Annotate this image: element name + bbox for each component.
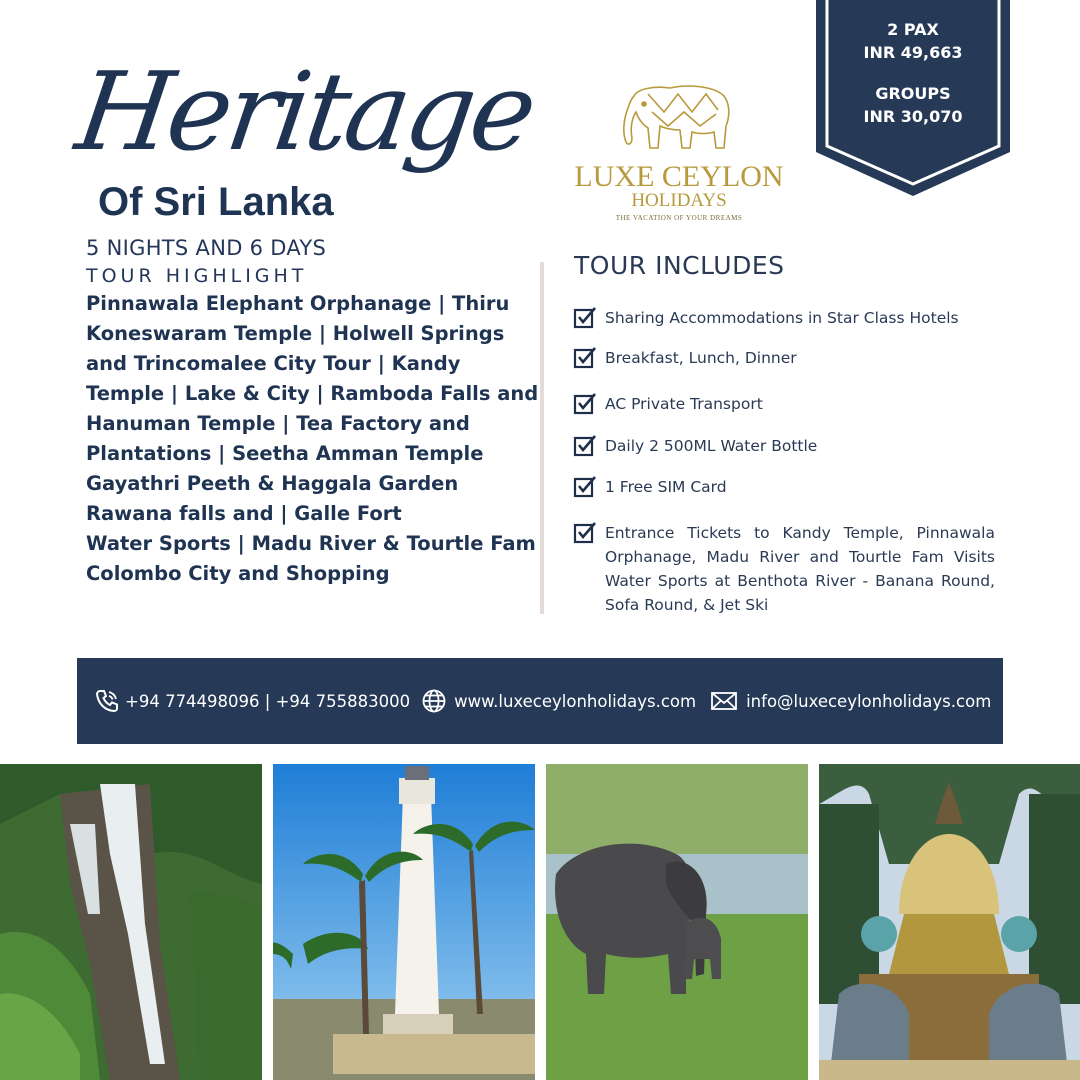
highlight-line: Pinnawala Elephant Orphanage | Thiru bbox=[86, 292, 510, 315]
include-item bbox=[573, 521, 1003, 617]
temple-photo bbox=[819, 764, 1080, 1080]
include-text: Daily 2 500ML Water Bottle bbox=[605, 437, 818, 455]
checkbox-icon bbox=[573, 345, 597, 369]
checkbox-icon bbox=[573, 474, 597, 498]
email-icon bbox=[710, 687, 738, 715]
includes-title: TOUR INCLUDES bbox=[574, 251, 785, 280]
highlight-line: Gayathri Peeth & Haggala Garden bbox=[86, 472, 459, 495]
phone-icon bbox=[93, 687, 121, 715]
waterfall-photo bbox=[0, 764, 262, 1080]
include-text: AC Private Transport bbox=[605, 395, 763, 413]
include-text: Entrance Tickets to Kandy Temple, Pinnawala Orphanage, Madu River and Tourtle Fam Visits Water Sports at Benthota River - Banana Round, Sofa Round, & Jet Ski bbox=[605, 524, 995, 614]
lighthouse-photo bbox=[273, 764, 535, 1080]
elephants-photo bbox=[546, 764, 808, 1080]
logo-subtitle: HOLIDAYS bbox=[631, 190, 727, 211]
group-price: INR 30,070 bbox=[863, 107, 963, 126]
include-item bbox=[573, 475, 1003, 499]
highlight-line: Rawana falls and | Galle Fort bbox=[86, 502, 402, 525]
column-divider bbox=[540, 262, 544, 614]
checkbox-icon bbox=[573, 520, 597, 544]
highlight-line: Koneswaram Temple | Holwell Springs bbox=[86, 322, 505, 345]
elephant-icon bbox=[568, 82, 790, 162]
pax-label: 2 PAX bbox=[887, 20, 939, 39]
highlight-line: Water Sports | Madu River & Tourtle Fam bbox=[86, 532, 536, 555]
pax-price: INR 49,663 bbox=[863, 43, 963, 62]
include-text: Breakfast, Lunch, Dinner bbox=[605, 349, 797, 367]
include-item bbox=[573, 346, 1003, 370]
include-text: 1 Free SIM Card bbox=[605, 478, 727, 496]
title-script: Heritage bbox=[69, 50, 540, 175]
title-subtitle: Of Sri Lanka bbox=[98, 180, 334, 224]
brand-logo bbox=[568, 82, 790, 227]
checkbox-icon bbox=[573, 433, 597, 457]
logo-name: LUXE CEYLON bbox=[574, 160, 784, 193]
price-text bbox=[816, 18, 1010, 128]
highlights-list bbox=[86, 289, 538, 589]
highlight-heading: TOUR HIGHLIGHT bbox=[86, 265, 308, 287]
group-label: GROUPS bbox=[875, 84, 951, 103]
highlight-line: and Trincomalee City Tour | Kandy bbox=[86, 352, 461, 375]
email-link[interactable]: info@luxeceylonholidays.com bbox=[746, 691, 992, 711]
logo-tagline: THE VACATION OF YOUR DREAMS bbox=[615, 214, 743, 222]
highlight-line: Temple | Lake & City | Ramboda Falls and bbox=[86, 382, 539, 405]
include-item bbox=[573, 434, 1003, 458]
highlight-line: Plantations | Seetha Amman Temple bbox=[86, 442, 484, 465]
include-text: Sharing Accommodations in Star Class Hotels bbox=[605, 309, 959, 327]
contact-bar bbox=[77, 658, 1003, 744]
include-item bbox=[573, 392, 1003, 416]
include-item bbox=[573, 306, 1003, 330]
phone-numbers[interactable]: +94 774498096 | +94 755883000 bbox=[125, 691, 411, 711]
highlight-line: Hanuman Temple | Tea Factory and bbox=[86, 412, 470, 435]
highlight-line: Colombo City and Shopping bbox=[86, 562, 390, 585]
checkbox-icon bbox=[573, 305, 597, 329]
globe-icon bbox=[420, 687, 448, 715]
website-link[interactable]: www.luxeceylonholidays.com bbox=[454, 691, 697, 711]
tour-duration: 5 NIGHTS AND 6 DAYS bbox=[86, 236, 327, 260]
checkbox-icon bbox=[573, 391, 597, 415]
